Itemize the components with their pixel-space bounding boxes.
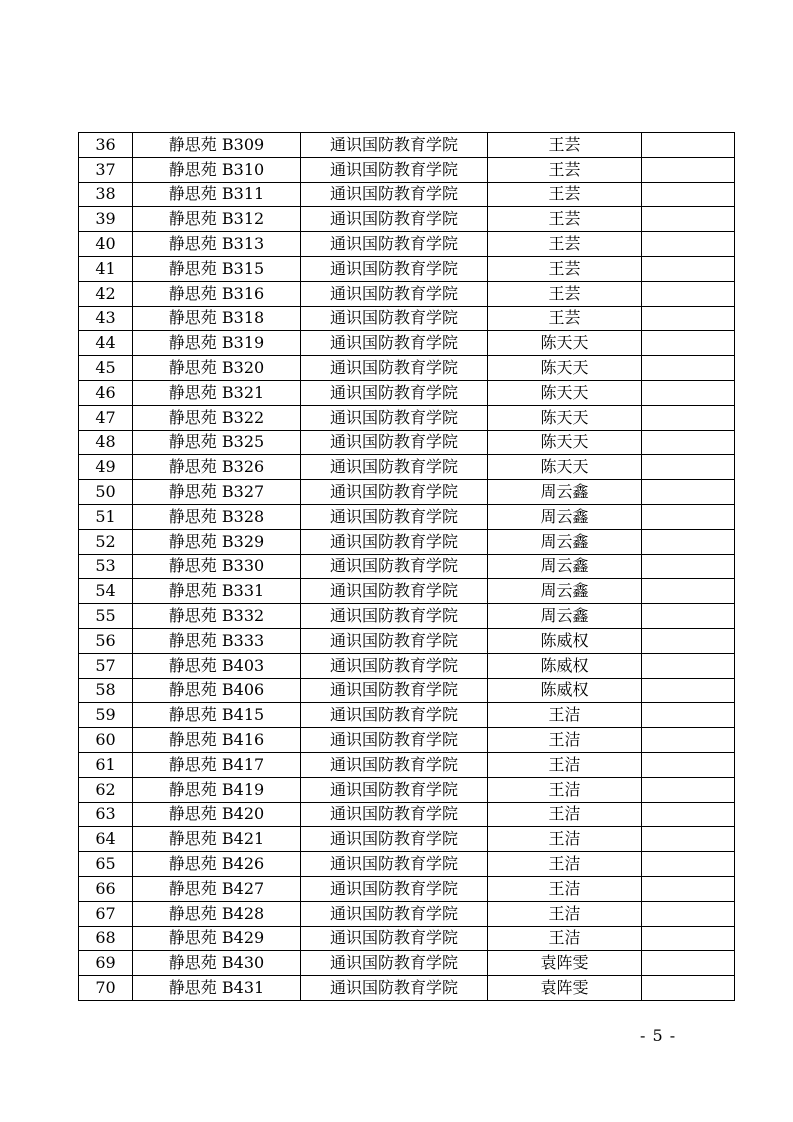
college-cell: 通识国防教育学院 [301, 777, 488, 802]
college-cell: 通识国防教育学院 [301, 232, 488, 257]
college-cell: 通识国防教育学院 [301, 802, 488, 827]
table-row [79, 951, 735, 976]
counselor-cell: 陈威权 [488, 678, 642, 703]
table-row [79, 827, 735, 852]
table-row [79, 480, 735, 505]
dorm-room-cell: 静思苑 B318 [133, 306, 301, 331]
college-cell: 通识国防教育学院 [301, 504, 488, 529]
row-number-cell: 59 [79, 703, 133, 728]
college-cell: 通识国防教育学院 [301, 182, 488, 207]
table-body [79, 133, 735, 1001]
counselor-cell: 周云鑫 [488, 529, 642, 554]
college-cell: 通识国防教育学院 [301, 579, 488, 604]
table-row [79, 579, 735, 604]
remark-cell [642, 876, 735, 901]
college-cell: 通识国防教育学院 [301, 678, 488, 703]
table-row [79, 529, 735, 554]
dormitory-assignment-table [78, 132, 735, 1001]
college-cell: 通识国防教育学院 [301, 604, 488, 629]
remark-cell [642, 926, 735, 951]
counselor-cell: 周云鑫 [488, 480, 642, 505]
table-row [79, 504, 735, 529]
dorm-room-cell: 静思苑 B316 [133, 281, 301, 306]
college-cell: 通识国防教育学院 [301, 356, 488, 381]
remark-cell [642, 356, 735, 381]
counselor-cell: 王洁 [488, 703, 642, 728]
dorm-room-cell: 静思苑 B429 [133, 926, 301, 951]
row-number-cell: 43 [79, 306, 133, 331]
remark-cell [642, 133, 735, 158]
remark-cell [642, 678, 735, 703]
remark-cell [642, 182, 735, 207]
dorm-room-cell: 静思苑 B322 [133, 405, 301, 430]
college-cell: 通识国防教育学院 [301, 405, 488, 430]
row-number-cell: 69 [79, 951, 133, 976]
remark-cell [642, 405, 735, 430]
remark-cell [642, 480, 735, 505]
counselor-cell: 周云鑫 [488, 554, 642, 579]
college-cell: 通识国防教育学院 [301, 331, 488, 356]
dorm-room-cell: 静思苑 B428 [133, 901, 301, 926]
remark-cell [642, 604, 735, 629]
table-row [79, 157, 735, 182]
college-cell: 通识国防教育学院 [301, 529, 488, 554]
table-row [79, 802, 735, 827]
counselor-cell: 王洁 [488, 827, 642, 852]
row-number-cell: 37 [79, 157, 133, 182]
table-row [79, 430, 735, 455]
dorm-room-cell: 静思苑 B416 [133, 728, 301, 753]
table-row [79, 554, 735, 579]
remark-cell [642, 901, 735, 926]
remark-cell [642, 653, 735, 678]
counselor-cell: 陈天天 [488, 380, 642, 405]
remark-cell [642, 752, 735, 777]
dorm-room-cell: 静思苑 B406 [133, 678, 301, 703]
remark-cell [642, 951, 735, 976]
row-number-cell: 40 [79, 232, 133, 257]
remark-cell [642, 728, 735, 753]
table-row [79, 653, 735, 678]
dorm-room-cell: 静思苑 B321 [133, 380, 301, 405]
row-number-cell: 50 [79, 480, 133, 505]
table-row [79, 628, 735, 653]
dorm-room-cell: 静思苑 B313 [133, 232, 301, 257]
dorm-room-cell: 静思苑 B426 [133, 852, 301, 877]
counselor-cell: 王芸 [488, 133, 642, 158]
college-cell: 通识国防教育学院 [301, 256, 488, 281]
counselor-cell: 王芸 [488, 306, 642, 331]
counselor-cell: 陈天天 [488, 356, 642, 381]
row-number-cell: 65 [79, 852, 133, 877]
dorm-room-cell: 静思苑 B329 [133, 529, 301, 554]
table-row [79, 852, 735, 877]
table-row [79, 678, 735, 703]
dorm-room-cell: 静思苑 B415 [133, 703, 301, 728]
row-number-cell: 45 [79, 356, 133, 381]
college-cell: 通识国防教育学院 [301, 876, 488, 901]
table-row [79, 331, 735, 356]
dorm-room-cell: 静思苑 B326 [133, 455, 301, 480]
table-row [79, 405, 735, 430]
remark-cell [642, 306, 735, 331]
college-cell: 通识国防教育学院 [301, 554, 488, 579]
counselor-cell: 王洁 [488, 852, 642, 877]
dorm-room-cell: 静思苑 B320 [133, 356, 301, 381]
college-cell: 通识国防教育学院 [301, 306, 488, 331]
table-row [79, 926, 735, 951]
counselor-cell: 王芸 [488, 232, 642, 257]
college-cell: 通识国防教育学院 [301, 157, 488, 182]
dorm-room-cell: 静思苑 B310 [133, 157, 301, 182]
remark-cell [642, 232, 735, 257]
college-cell: 通识国防教育学院 [301, 455, 488, 480]
table-row [79, 728, 735, 753]
page-number: - 5 - [640, 1026, 677, 1045]
table-row [79, 703, 735, 728]
row-number-cell: 67 [79, 901, 133, 926]
dorm-room-cell: 静思苑 B417 [133, 752, 301, 777]
college-cell: 通识国防教育学院 [301, 628, 488, 653]
table-row [79, 876, 735, 901]
remark-cell [642, 827, 735, 852]
row-number-cell: 41 [79, 256, 133, 281]
counselor-cell: 王洁 [488, 876, 642, 901]
remark-cell [642, 703, 735, 728]
row-number-cell: 47 [79, 405, 133, 430]
dorm-room-cell: 静思苑 B420 [133, 802, 301, 827]
table-row [79, 306, 735, 331]
row-number-cell: 66 [79, 876, 133, 901]
remark-cell [642, 504, 735, 529]
counselor-cell: 王洁 [488, 926, 642, 951]
remark-cell [642, 976, 735, 1001]
counselor-cell: 王洁 [488, 901, 642, 926]
remark-cell [642, 256, 735, 281]
dorm-room-cell: 静思苑 B431 [133, 976, 301, 1001]
table-row [79, 356, 735, 381]
row-number-cell: 42 [79, 281, 133, 306]
table-row [79, 207, 735, 232]
row-number-cell: 55 [79, 604, 133, 629]
row-number-cell: 61 [79, 752, 133, 777]
dorm-room-cell: 静思苑 B332 [133, 604, 301, 629]
college-cell: 通识国防教育学院 [301, 380, 488, 405]
college-cell: 通识国防教育学院 [301, 653, 488, 678]
row-number-cell: 44 [79, 331, 133, 356]
college-cell: 通识国防教育学院 [301, 133, 488, 158]
row-number-cell: 52 [79, 529, 133, 554]
row-number-cell: 63 [79, 802, 133, 827]
dorm-room-cell: 静思苑 B330 [133, 554, 301, 579]
college-cell: 通识国防教育学院 [301, 703, 488, 728]
remark-cell [642, 628, 735, 653]
counselor-cell: 陈天天 [488, 430, 642, 455]
table-row [79, 133, 735, 158]
dorm-room-cell: 静思苑 B312 [133, 207, 301, 232]
table-row [79, 976, 735, 1001]
remark-cell [642, 802, 735, 827]
counselor-cell: 王芸 [488, 281, 642, 306]
row-number-cell: 64 [79, 827, 133, 852]
remark-cell [642, 852, 735, 877]
counselor-cell: 王芸 [488, 207, 642, 232]
college-cell: 通识国防教育学院 [301, 926, 488, 951]
counselor-cell: 王洁 [488, 802, 642, 827]
dorm-room-cell: 静思苑 B315 [133, 256, 301, 281]
college-cell: 通识国防教育学院 [301, 951, 488, 976]
row-number-cell: 57 [79, 653, 133, 678]
table-row [79, 380, 735, 405]
row-number-cell: 70 [79, 976, 133, 1001]
row-number-cell: 39 [79, 207, 133, 232]
row-number-cell: 36 [79, 133, 133, 158]
dorm-room-cell: 静思苑 B421 [133, 827, 301, 852]
college-cell: 通识国防教育学院 [301, 852, 488, 877]
remark-cell [642, 331, 735, 356]
dorm-room-cell: 静思苑 B427 [133, 876, 301, 901]
row-number-cell: 60 [79, 728, 133, 753]
dorm-room-cell: 静思苑 B311 [133, 182, 301, 207]
counselor-cell: 王芸 [488, 157, 642, 182]
row-number-cell: 46 [79, 380, 133, 405]
dorm-room-cell: 静思苑 B327 [133, 480, 301, 505]
table-row [79, 256, 735, 281]
table-row [79, 281, 735, 306]
remark-cell [642, 207, 735, 232]
row-number-cell: 51 [79, 504, 133, 529]
counselor-cell: 周云鑫 [488, 504, 642, 529]
remark-cell [642, 529, 735, 554]
counselor-cell: 陈天天 [488, 331, 642, 356]
remark-cell [642, 777, 735, 802]
counselor-cell: 陈威权 [488, 653, 642, 678]
row-number-cell: 54 [79, 579, 133, 604]
counselor-cell: 王洁 [488, 728, 642, 753]
counselor-cell: 周云鑫 [488, 579, 642, 604]
table-row [79, 182, 735, 207]
dorm-room-cell: 静思苑 B333 [133, 628, 301, 653]
counselor-cell: 袁阵雯 [488, 976, 642, 1001]
table-row [79, 604, 735, 629]
dorm-room-cell: 静思苑 B325 [133, 430, 301, 455]
remark-cell [642, 281, 735, 306]
college-cell: 通识国防教育学院 [301, 976, 488, 1001]
table-row [79, 777, 735, 802]
counselor-cell: 周云鑫 [488, 604, 642, 629]
college-cell: 通识国防教育学院 [301, 728, 488, 753]
remark-cell [642, 380, 735, 405]
college-cell: 通识国防教育学院 [301, 281, 488, 306]
table-row [79, 901, 735, 926]
row-number-cell: 48 [79, 430, 133, 455]
counselor-cell: 陈威权 [488, 628, 642, 653]
college-cell: 通识国防教育学院 [301, 430, 488, 455]
remark-cell [642, 430, 735, 455]
row-number-cell: 62 [79, 777, 133, 802]
college-cell: 通识国防教育学院 [301, 752, 488, 777]
counselor-cell: 陈天天 [488, 405, 642, 430]
row-number-cell: 38 [79, 182, 133, 207]
table-row [79, 752, 735, 777]
table-row [79, 232, 735, 257]
dorm-room-cell: 静思苑 B309 [133, 133, 301, 158]
dorm-room-cell: 静思苑 B319 [133, 331, 301, 356]
college-cell: 通识国防教育学院 [301, 827, 488, 852]
college-cell: 通识国防教育学院 [301, 207, 488, 232]
counselor-cell: 王芸 [488, 182, 642, 207]
counselor-cell: 王洁 [488, 777, 642, 802]
remark-cell [642, 579, 735, 604]
remark-cell [642, 455, 735, 480]
dorm-room-cell: 静思苑 B328 [133, 504, 301, 529]
remark-cell [642, 157, 735, 182]
row-number-cell: 68 [79, 926, 133, 951]
row-number-cell: 56 [79, 628, 133, 653]
counselor-cell: 王洁 [488, 752, 642, 777]
college-cell: 通识国防教育学院 [301, 901, 488, 926]
college-cell: 通识国防教育学院 [301, 480, 488, 505]
counselor-cell: 袁阵雯 [488, 951, 642, 976]
remark-cell [642, 554, 735, 579]
row-number-cell: 53 [79, 554, 133, 579]
dorm-room-cell: 静思苑 B331 [133, 579, 301, 604]
counselor-cell: 王芸 [488, 256, 642, 281]
row-number-cell: 58 [79, 678, 133, 703]
counselor-cell: 陈天天 [488, 455, 642, 480]
dorm-room-cell: 静思苑 B403 [133, 653, 301, 678]
row-number-cell: 49 [79, 455, 133, 480]
dorm-room-cell: 静思苑 B419 [133, 777, 301, 802]
dorm-room-cell: 静思苑 B430 [133, 951, 301, 976]
table-row [79, 455, 735, 480]
